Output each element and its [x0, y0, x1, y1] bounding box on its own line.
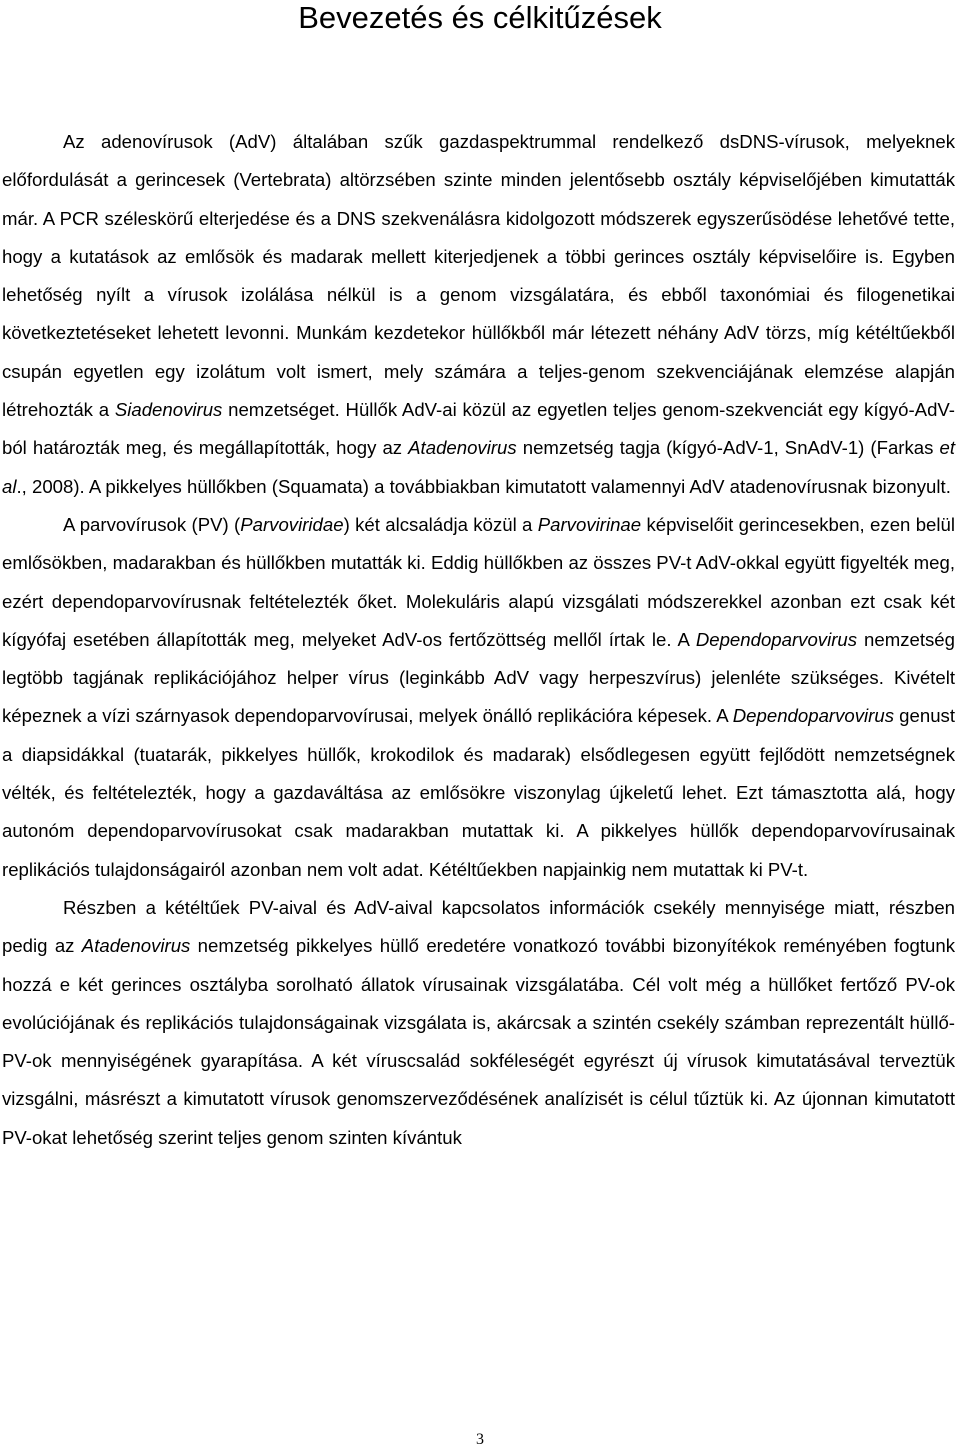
text-run: Részben a kétéltűek PV-aival és AdV-aival kapcsolatos információk csekély mennyisége miatt, részben pedig az: [2, 896, 955, 957]
text-run: nemzetséget. Hüllők AdV-ai közül az egyetlen teljes genom-szekvenciát egy kígyó-AdV-ból határozták meg, és megállapították, hogy az: [2, 399, 955, 459]
text-run: ) két alcsaládja közül a: [343, 513, 538, 535]
italic-term: Dependoparvovirus: [695, 628, 858, 650]
paragraph-1: [2, 123, 955, 506]
italic-term: Atadenovirus: [408, 437, 517, 459]
text-run: nemzetség pikkelyes hüllő eredetére vonatkozó további bizonyítékok reményében fogtunk hozzá e két gerinces osztályba sorolható állatok vírusainak vizsgálatába. Cél volt még a hüllőket fertőző PV-ok evolúciójának és replikációs tulajdonságainak vizsgálata is, akárcsak a szintén csekély számban reprezentált hüllő-PV-ok mennyiségének gyarapítása. A két víruscsalád sokféleségét egyrészt új vírusok kimutatásával terveztük vizsgálni, másrészt a kimutatott vírusok genomszerveződésének analízisét is célul tűztük ki. Az újonnan kimutatott PV-okat lehetőség szerint teljes genom szinten kívántuk: [2, 935, 956, 1148]
italic-term: Parvovirinae: [537, 513, 642, 535]
body-text: [2, 123, 955, 1157]
italic-term: Siadenovirus: [114, 399, 223, 421]
text-run: képviselőit gerincesekben, ezen belül emlősökben, madarakban és hüllőkben mutatták ki. Eddig hüllőkben az összes PV-t AdV-okkal együtt figyelték meg, ezért dependoparvovírusnak feltételezték őket. Molekuláris alapú vizsgálati módszerekkel azonban ezt csak két kígyófaj esetében állapították meg, melyeket AdV-os fertőzöttség mellől írtak le. A: [2, 513, 956, 650]
page-number: 3: [476, 1431, 484, 1448]
page-title: Bevezetés és célkitűzések: [298, 0, 662, 35]
italic-term: et al: [2, 437, 955, 497]
text-run: A parvovírusok (PV) (: [63, 513, 241, 535]
paragraph-3: [2, 889, 955, 1157]
italic-term: Parvoviridae: [240, 513, 344, 535]
paragraph-2: [2, 506, 955, 889]
text-run: nemzetség legtöbb tagjának replikációjához helper vírus (leginkább AdV vagy herpeszvírus) jelenléte szükséges. Kivételt képeznek a vízi szárnyasok dependoparvovírusai, melyek önálló replikációra képesek. A: [2, 628, 955, 727]
text-run: genust a diapsidákkal (tuatarák, pikkelyes hüllők, krokodilok és madarak) elsődlegesen együtt fejlődött nemzetségnek vélték, és feltételezték, hogy a gazdaváltása az emlősökre viszonylag újkeletű lehet. Ezt támasztotta alá, hogy autonóm dependoparvovírusokat csak madarakban mutattak ki. A pikkelyes hüllők dependoparvovírusainak replikációs tulajdonságairól azonban nem volt adat. Kétéltűekben napjainkig nem mutattak ki PV-t.: [2, 705, 955, 880]
text-run: nemzetség tagja (kígyó-AdV-1, SnAdV-1) (Farkas: [516, 437, 940, 459]
text-run: Az adenovírusok (AdV) általában szűk gazdaspektrummal rendelkező dsDNS-vírusok, melyeknek előfordulását a gerincesek (Vertebrata) altörzsében szinte minden jelentősebb osztály képviselőjében kimutatták már. A PCR széleskörű elterjedése és a DNS szekvenálásra kidolgozott módszerek egyszerűsödése lehetővé tette, hogy a kutatások az emlősök és madarak mellett kiterjedjenek a többi gerinces osztály képviselőire is. Egyben lehetőség nyílt a vírusok izolálása nélkül is a genom vizsgálatára, és ebből taxonómiai és filogenetikai következtetéseket lehetett levonni. Munkám kezdetekor hüllőkből már létezett néhány AdV törzs, míg kétéltűekből csupán egyetlen egy izolátum volt ismert, mely számára a teljes-genom szekvenciájának elemzése alapján létrehozták a: [2, 131, 955, 421]
text-run: ., 2008). A pikkelyes hüllőkben (Squamata) a továbbiakban kimutatott valamennyi AdV atadenovírusnak bizonyult.: [16, 475, 951, 497]
italic-term: Dependoparvovirus: [732, 705, 894, 727]
italic-term: Atadenovirus: [81, 935, 191, 957]
